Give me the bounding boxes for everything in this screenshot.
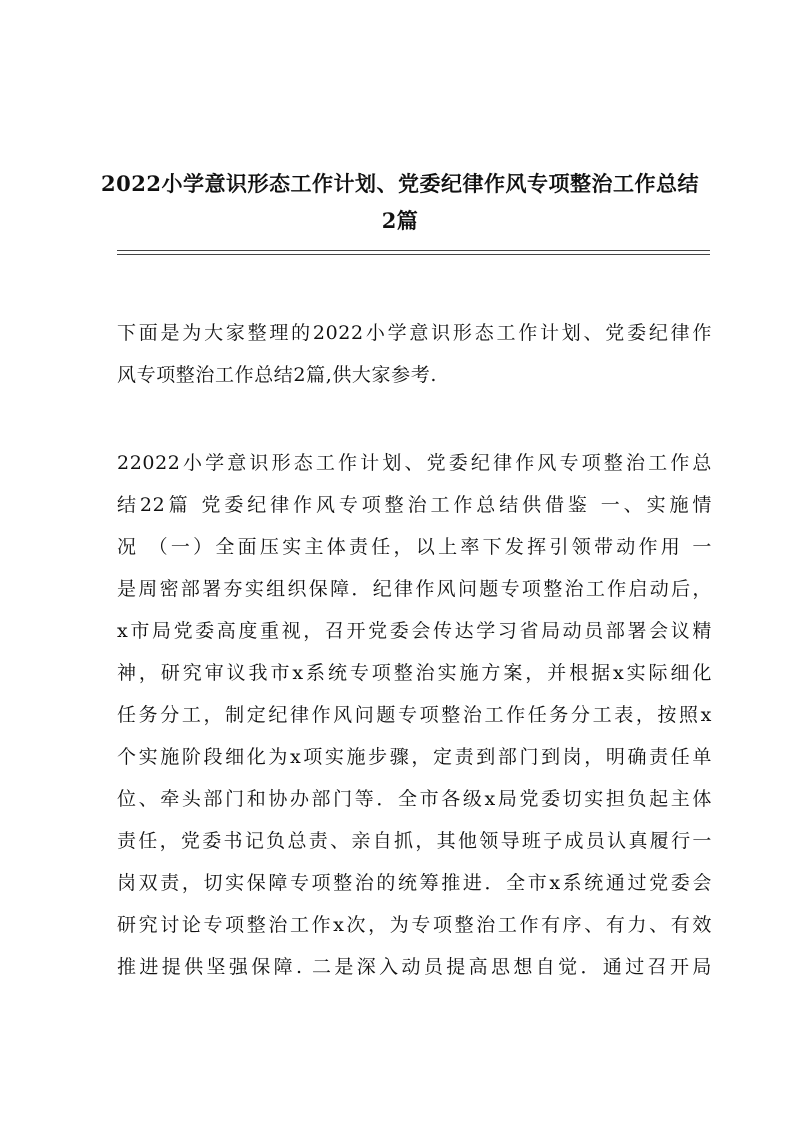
body-line: 研究讨论专项整治工作x次，为专项整治工作有序、有力、有效 — [117, 914, 712, 936]
intro-line: 风专项整治工作总结2篇,供大家参考. — [117, 364, 437, 386]
body-line: x市局党委高度重视，召开党委会传达学习省局动员部署会议精 — [117, 620, 712, 642]
document-title: 2022小学意识形态工作计划、党委纪律作风专项整治工作总结 — [101, 171, 699, 196]
body-line: 个实施阶段细化为x项实施步骤，定责到部门到岗，明确责任单 — [117, 746, 712, 768]
body-line: 是周密部署夯实组织保障．纪律作风问题专项整治工作启动后， — [117, 578, 712, 600]
body-line: 岗双责，切实保障专项整治的统筹推进．全市x系统通过党委会 — [117, 872, 712, 894]
body-line: 位、牵头部门和协办部门等．全市各级x局党委切实担负起主体 — [117, 788, 712, 810]
body-line: 推进提供坚强保障. 二是深入动员提高思想自觉．通过召开局 — [117, 956, 712, 978]
intro-line: 下面是为大家整理的2022小学意识形态工作计划、党委纪律作 — [117, 322, 712, 344]
body-line: 结22篇 党委纪律作风专项整治工作总结供借鉴 一、实施情 — [117, 494, 712, 516]
body-line: 任务分工，制定纪律作风问题专项整治工作任务分工表，按照x — [117, 704, 712, 726]
title-divider-bottom — [117, 254, 710, 255]
body-line: 责任，党委书记负总责、亲自抓，其他领导班子成员认真履行一 — [117, 830, 712, 852]
document-title-continued: 2篇 — [381, 208, 419, 233]
body-line: 22022小学意识形态工作计划、党委纪律作风专项整治工作总 — [117, 452, 712, 474]
body-line: 况 （一）全面压实主体责任，以上率下发挥引领带动作用 一 — [117, 536, 712, 558]
body-line: 神，研究审议我市x系统专项整治实施方案，并根据x实际细化 — [117, 662, 712, 684]
title-divider-top — [117, 250, 710, 251]
